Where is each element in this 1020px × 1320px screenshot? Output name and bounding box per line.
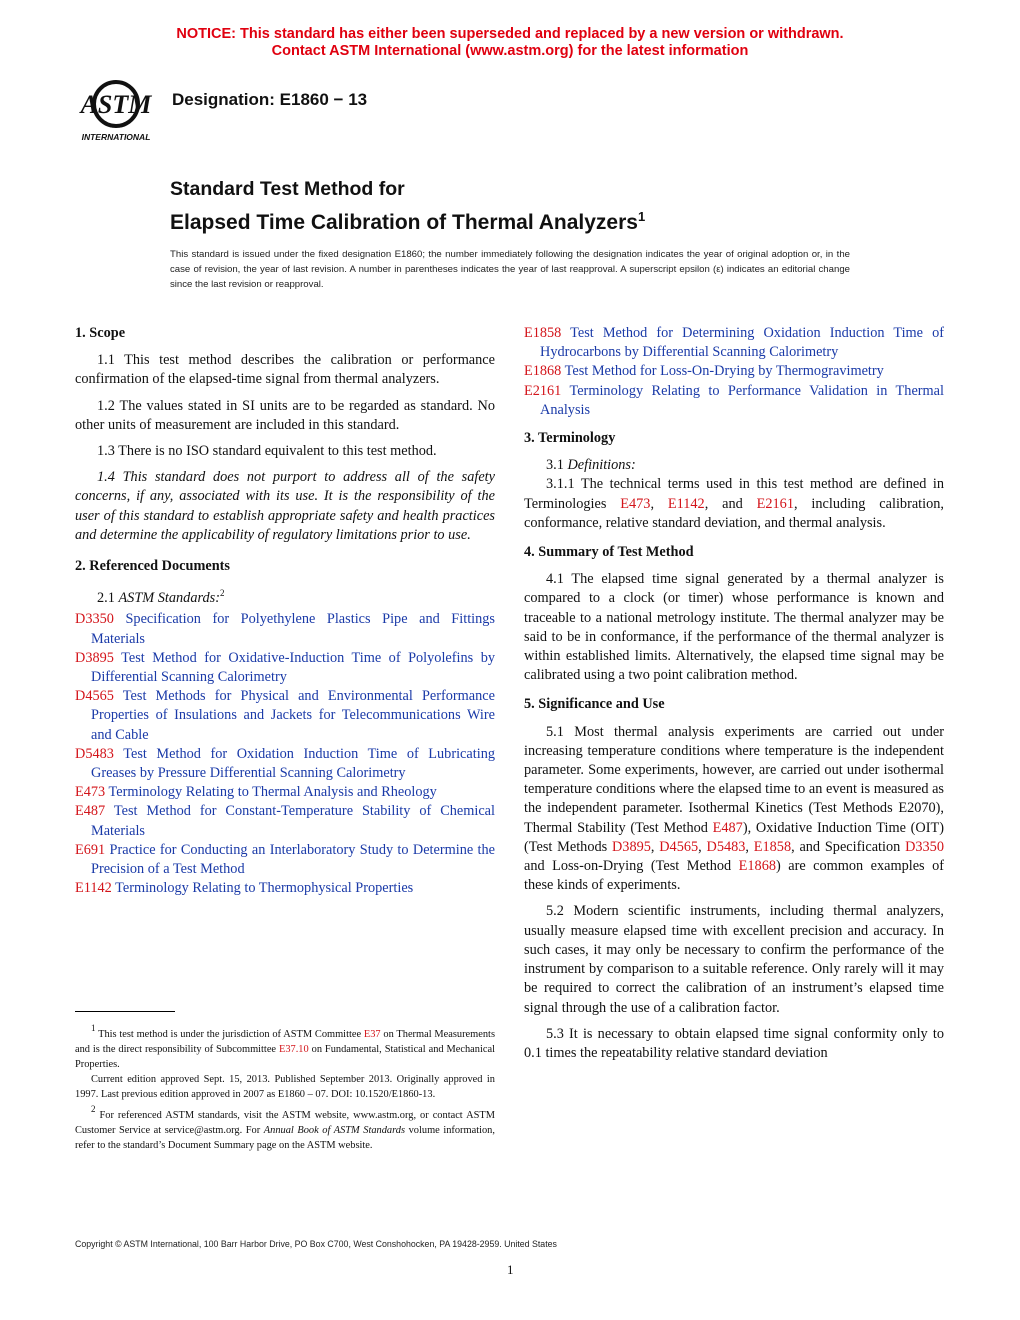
ref-item[interactable]: E691 Practice for Conducting an Interlaboratory Study to Determine the Precision of a Test Method: [75, 841, 495, 878]
withdrawal-notice: [0, 26, 1020, 60]
scope-1-2: 1.2 The values stated in SI units are to be regarded as standard. No other units of measurement are included in this standard.: [75, 397, 495, 433]
ref-item[interactable]: D3350 Specification for Polyethylene Plastics Pipe and Fittings Materials: [75, 611, 495, 647]
svg-text:ASTM: ASTM: [80, 90, 152, 119]
page-title: [170, 176, 645, 236]
link-e37-10[interactable]: E37.10: [278, 1044, 309, 1055]
left-column: [75, 324, 495, 898]
designation: Designation: E1860 − 13: [172, 90, 368, 109]
ref-item[interactable]: D4565 Test Methods for Physical and Environmental Performance Properties of Insulations and Jackets for Telecommunications Wire and Cable: [75, 688, 495, 743]
scope-1-3: 1.3 There is no ISO standard equivalent to this test method.: [97, 443, 437, 460]
summary-4-1: 4.1 The elapsed time signal generated by a thermal analyzer is compared to a clock (or timer) whose performance is known and traceable to a national metrology institute. The thermal analyzer may be said to be in conformance, if the performance of the thermal analyzer is within established limits. Alternatively, the elapsed time signal may be calibrated using a two point calibration method.: [524, 571, 944, 684]
title-footnote-mark: 1: [637, 209, 646, 224]
footnotes: [75, 1021, 495, 1153]
ref-item[interactable]: E473 Terminology Relating to Thermal Analysis and Rheology: [75, 784, 437, 801]
right-column: [524, 324, 944, 1070]
scope-1-1: 1.1 This test method describes the calibration or performance confirmation of the elapsed-time signal from thermal analyzers.: [75, 352, 495, 388]
ref-item[interactable]: D3895 Test Method for Oxidative-Induction Time of Polyolefins by Differential Scanning Calorimetry: [75, 649, 495, 686]
astm-logo-icon: [72, 78, 162, 144]
ref-item[interactable]: E1858 Test Method for Determining Oxidation Induction Time of Hydrocarbons by Differential Scanning Calorimetry: [524, 325, 944, 361]
link-e1142[interactable]: E1142: [667, 495, 705, 512]
footnote-1-edition: Current edition approved Sept. 15, 2013. Published September 2013. Originally approved in 1997. Last previous edition approved in 2007 as E1860 – 07. DOI: 10.1520/E1860-13.: [75, 1074, 495, 1100]
link-e1858[interactable]: E1858: [753, 838, 792, 855]
link-e37[interactable]: E37: [363, 1029, 381, 1040]
ref-item[interactable]: D5483 Test Method for Oxidation Induction Time of Lubricating Greases by Pressure Differential Scanning Calorimetry: [75, 745, 495, 782]
section-significance-heading: 5. Significance and Use: [524, 696, 665, 713]
link-e487[interactable]: E487: [712, 819, 743, 836]
title-line-2: Elapsed Time Calibration of Thermal Analyzers$^1$: [170, 209, 646, 234]
issue-note: This standard is issued under the fixed designation E1860; the number immediately following the designation indicates the year of original adoption or, in the case of revision, the year of last revision. A number in parentheses indicates the year of last reapproval. A superscript epsilon (ε) indicates an editorial change since the last revision or reapproval.: [170, 249, 850, 290]
link-d4565[interactable]: D4565: [659, 838, 699, 855]
copyright: Copyright © ASTM International, 100 Barr Harbor Drive, PO Box C700, West Conshohocken, PA 19428-2959. United States: [75, 1239, 557, 1249]
significance-5-2: 5.2 Modern scientific instruments, including thermal analyzers, usually measure elapsed time with excellent precision and accuracy. In such cases, it may only be necessary to confirm the performance of the instrument by comparison to a suitable reference. Only rarely will it may be required to correct the calibration of an instrument’s elapsed time signal through the use of a calibration factor.: [524, 903, 944, 1016]
terminology-3-1: 3.1 Definitions:: [546, 457, 636, 474]
ref-item[interactable]: E1868 Test Method for Loss-On-Drying by Thermogravimetry: [524, 363, 884, 380]
page-number: 1: [507, 1262, 514, 1277]
link-e1868[interactable]: E1868: [738, 858, 776, 875]
link-d3350[interactable]: D3350: [905, 838, 944, 855]
notice-line-2: Contact ASTM International (www.astm.org) for the latest information: [271, 43, 749, 59]
section-scope-heading: 1. Scope: [75, 325, 126, 341]
notice-line-1: NOTICE: This standard has either been superseded and replaced by a new version or withdrawn.: [176, 26, 844, 42]
ref-item[interactable]: E1142 Terminology Relating to Thermophysical Properties: [75, 880, 414, 897]
logo-text: INTERNATIONAL: [81, 132, 151, 142]
footnote-1: $^1$ This test method is under the jurisdiction of ASTM Committee E37 on Thermal Measurements and is the direct responsibility of Subcommittee E37.10 on Fundamental, Statistical and Mechanical Properties.: [75, 1023, 495, 1070]
refdocs-2-1: 2.1 ASTM Standards:$^2$: [97, 588, 225, 607]
significance-5-1: 5.1 Most thermal analysis experiments are carried out under increasing temperature conditions where temperature is the independent parameter. Some experiments, however, are carried out under isothermal temperature conditions where the elapsed time to an event is measured as the independent parameter. Isothermal Kinetics (Test Methods E2070), Thermal Stability (Test Method E487), Oxidative Induction Time (OIT) (Test Methods D3895, D4565, D5483, E1858, and Specification D3350 and Loss-on-Drying (Test Method E1868) are common examples of these kinds of experiments.: [524, 723, 944, 894]
link-d5483[interactable]: D5483: [706, 838, 746, 855]
section-summary-heading: 4. Summary of Test Method: [524, 544, 694, 561]
footnote-2: $^2$ For referenced ASTM standards, visit the ASTM website, www.astm.org, or contact ASTM Customer Service at service@astm.org. For Annual Book of ASTM Standards volume information, refer to the standard’s Document Summary page on the ASTM website.: [75, 1104, 495, 1151]
significance-5-3: 5.3 It is necessary to obtain elapsed time signal conformity only to 0.1 times the repeatability relative standard deviation: [524, 1025, 944, 1061]
section-terminology-heading: 3. Terminology: [524, 430, 616, 447]
ref-item[interactable]: E487 Test Method for Constant-Temperature Stability of Chemical Materials: [75, 803, 495, 839]
link-d3895[interactable]: D3895: [611, 838, 651, 855]
link-e473[interactable]: E473: [620, 495, 651, 512]
title-line-1: Standard Test Method for: [170, 178, 405, 200]
footnote-divider: [75, 1011, 175, 1012]
link-e2161[interactable]: E2161: [756, 495, 794, 512]
scope-1-4: 1.4 This standard does not purport to address all of the safety concerns, if any, associated with its use. It is the responsibility of the user of this standard to establish appropriate safety and health practices and determine the applicability of regulatory limitations prior to use.: [75, 469, 495, 543]
terminology-3-1-1: 3.1.1 The technical terms used in this test method are defined in Terminologies E473, E1142, and E2161, including calibration, conformance, relative standard deviation, and thermal analysis.: [524, 476, 944, 531]
ref-item[interactable]: E2161 Terminology Relating to Performance Validation in Thermal Analysis: [524, 382, 944, 418]
section-refdocs-heading: 2. Referenced Documents: [75, 558, 230, 575]
